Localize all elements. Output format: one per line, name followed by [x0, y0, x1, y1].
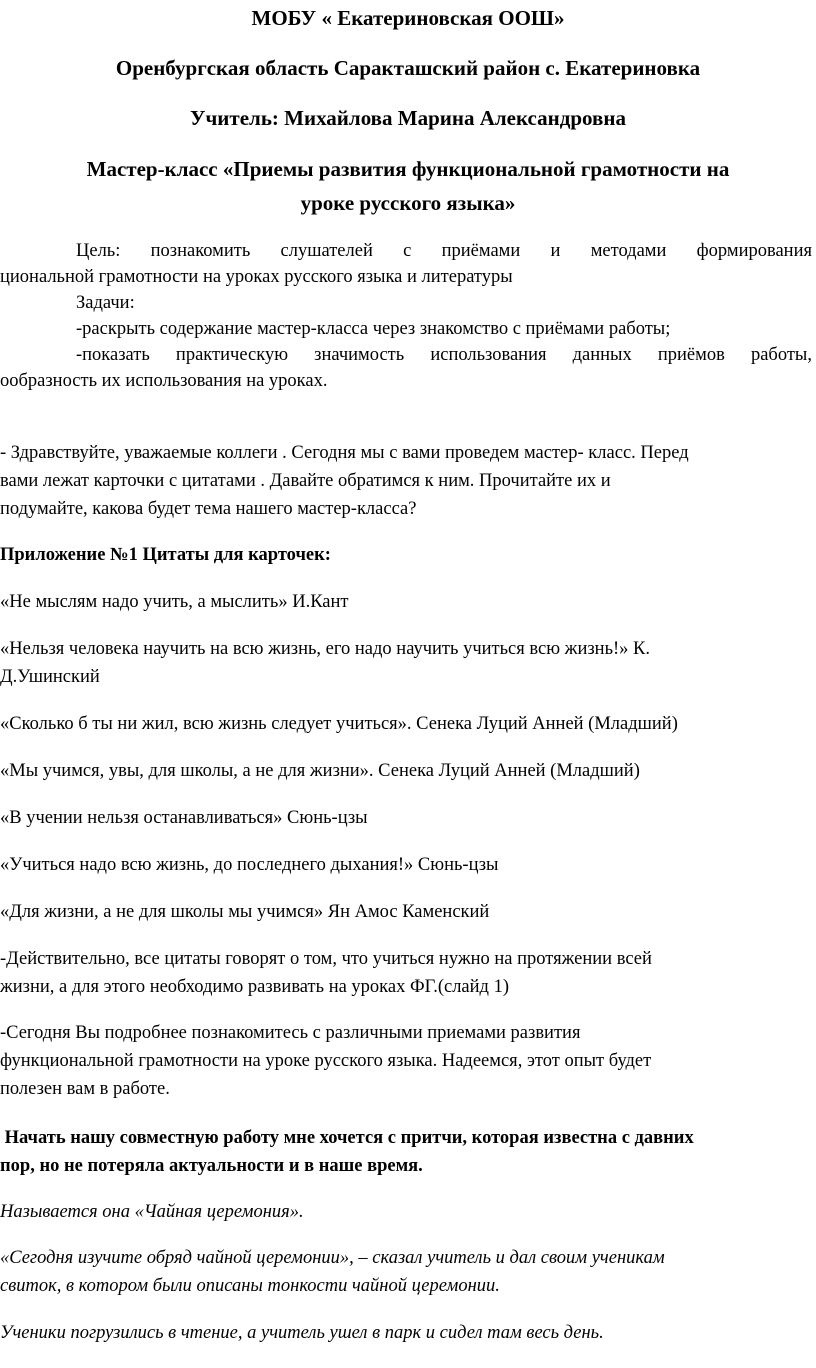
- intro-line-1: - Здравствуйте, уважаемые коллеги . Сегодня мы с вами проведем мастер- класс. Перед: [0, 443, 689, 463]
- task-2-line-2: ообразность их использования на уроках.: [0, 371, 328, 391]
- quote-2-line-2: Д.Ушинский: [0, 667, 100, 687]
- title-line-2: уроке русского языка»: [300, 191, 516, 215]
- quote-4: «Мы учимся, увы, для школы, а не для жизни». Сенека Луций Анней (Младший): [0, 761, 640, 781]
- quote-1: «Не мыслям надо учить, а мыслить» И.Кант: [0, 592, 349, 612]
- conclusion-2-line-2: функциональной грамотности на уроке русского языка. Надеемся, этот опыт будет: [0, 1051, 652, 1071]
- quote-5: «В учении нельзя останавливаться» Сюнь-цзы: [0, 808, 368, 828]
- task-2-line-1: -показать практическую значимость использования данных приёмов работы,: [76, 345, 812, 365]
- conclusion-2-line-3: полезен вам в работе.: [0, 1079, 170, 1099]
- parable-name: Называется она «Чайная церемония».: [0, 1202, 304, 1222]
- intro-line-3: подумайте, какова будет тема нашего мастер-класса?: [0, 499, 417, 519]
- title-line-1: Мастер-класс «Приемы развития функциональной грамотности на: [86, 157, 730, 181]
- quote-6: «Учиться надо всю жизнь, до последнего дыхания!» Сюнь-цзы: [0, 855, 499, 875]
- tasks-label: Задачи:: [76, 293, 135, 313]
- goal-line-2: циональной грамотности на уроках русского языка и литературы: [0, 267, 513, 287]
- conclusion-1-line-1: -Действительно, все цитаты говорят о том, что учиться нужно на протяжении всей: [0, 949, 652, 969]
- teacher-name: Учитель: Михайлова Марина Александровна: [190, 106, 626, 130]
- parable-text-1-line-2: свиток, в котором были описаны тонкости чайной церемонии.: [0, 1276, 500, 1296]
- parable-intro-line-1: Начать нашу совместную работу мне хочется с притчи, которая известна с давних: [0, 1128, 694, 1148]
- quote-2-line-1: «Нельзя человека научить на всю жизнь, его надо научить учиться всю жизнь!» К.: [0, 639, 651, 659]
- parable-intro-line-2: пор, но не потеряла актуальности и в наше время.: [0, 1156, 423, 1176]
- parable-text-1-line-1: «Сегодня изучите обряд чайной церемонии», – сказал учитель и дал своим ученикам: [0, 1248, 665, 1268]
- appendix-heading: Приложение №1 Цитаты для карточек:: [0, 545, 331, 565]
- goal-line-1: Цель: познакомить слушателей с приёмами и методами формирования: [76, 241, 812, 261]
- quote-3: «Сколько б ты ни жил, всю жизнь следует учиться». Сенека Луций Анней (Младший): [0, 714, 678, 734]
- parable-text-2: Ученики погрузились в чтение, а учитель ушел в парк и сидел там весь день.: [0, 1323, 604, 1343]
- task-1: -раскрыть содержание мастер-класса через знакомство с приёмами работы;: [76, 319, 671, 339]
- conclusion-1-line-2: жизни, а для этого необходимо развивать на уроках ФГ.(слайд 1): [0, 977, 509, 997]
- conclusion-2-line-1: -Сегодня Вы подробнее познакомитесь с различными приемами развития: [0, 1023, 581, 1043]
- intro-line-2: вами лежат карточки с цитатами . Давайте обратимся к ним. Прочитайте их и: [0, 471, 611, 491]
- quote-7: «Для жизни, а не для школы мы учимся» Ян Амос Каменский: [0, 902, 490, 922]
- school-name: МОБУ « Екатериновская ООШ»: [251, 6, 565, 30]
- location: Оренбургская область Саракташский район с. Екатериновка: [115, 56, 701, 80]
